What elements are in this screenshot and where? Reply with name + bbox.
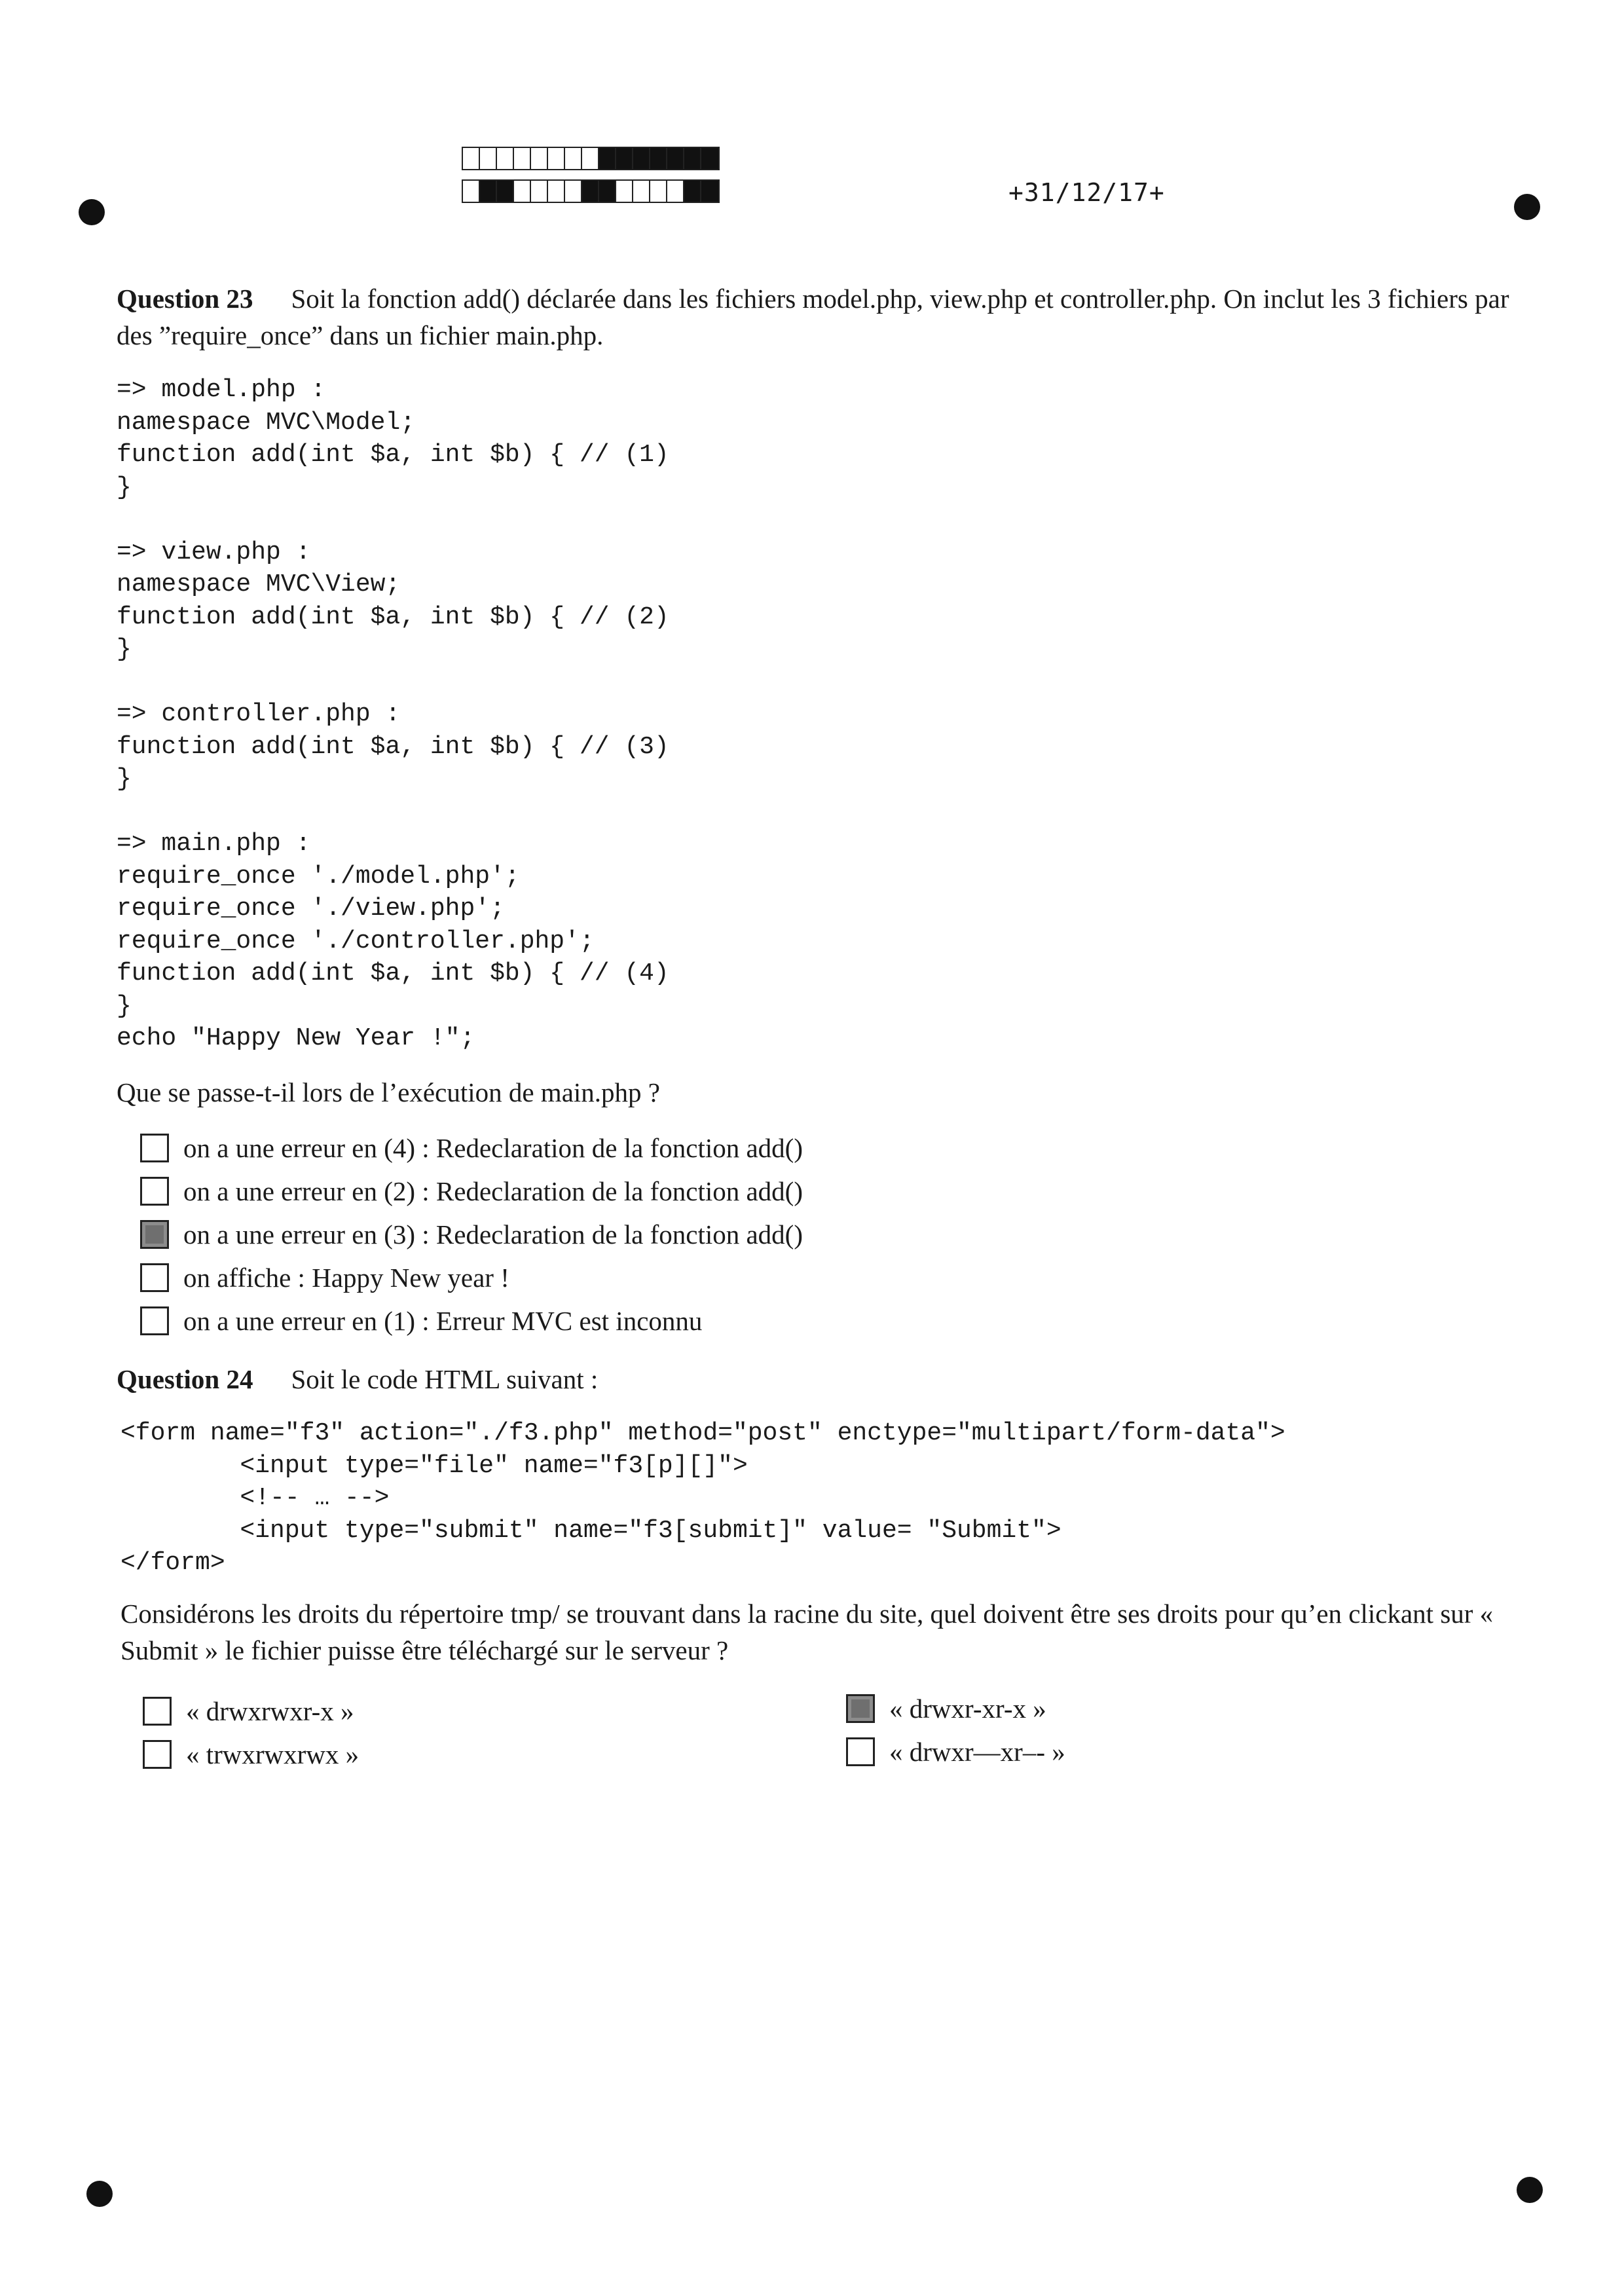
code-line bbox=[117, 796, 669, 828]
checkbox[interactable] bbox=[143, 1740, 172, 1769]
code-line: function add(int $a, int $b) { // (4) bbox=[117, 959, 669, 988]
barcode-cell bbox=[565, 181, 582, 202]
barcode-cell bbox=[463, 181, 480, 202]
q23-option-2[interactable] bbox=[140, 1175, 803, 1208]
barcode-cell bbox=[514, 181, 531, 202]
code-line: => view.php : bbox=[117, 538, 311, 566]
barcode-cell bbox=[650, 181, 667, 202]
checkbox[interactable] bbox=[140, 1263, 169, 1292]
code-line: => main.php : bbox=[117, 830, 311, 858]
barcode-cell bbox=[497, 148, 514, 169]
option-label: « drwxr-xr-x » bbox=[889, 1694, 1046, 1724]
barcode-cell bbox=[480, 181, 497, 202]
option-label: on a une erreur en (4) : Redeclaration de la fonction add() bbox=[183, 1133, 803, 1163]
option-label: on a une erreur en (3) : Redeclaration de la fonction add() bbox=[183, 1219, 803, 1250]
q23-option-1[interactable] bbox=[140, 1132, 803, 1164]
code-line: function add(int $a, int $b) { // (3) bbox=[117, 732, 669, 761]
barcode-cell bbox=[650, 148, 667, 169]
code-line: require_once './model.php'; bbox=[117, 862, 520, 891]
q24-option-2[interactable] bbox=[846, 1692, 1046, 1725]
option-label: on affiche : Happy New year ! bbox=[183, 1263, 509, 1293]
q23-option-4[interactable] bbox=[140, 1261, 509, 1294]
q24-text: Soit le code HTML suivant : bbox=[291, 1364, 599, 1394]
barcode-cell bbox=[582, 181, 599, 202]
barcode-cell bbox=[616, 148, 633, 169]
barcode-cell bbox=[531, 181, 548, 202]
barcode-cell bbox=[667, 148, 684, 169]
code-line: require_once './view.php'; bbox=[117, 895, 505, 923]
q23-label: Question 23 bbox=[117, 284, 253, 314]
code-line bbox=[117, 666, 669, 699]
q23-option-3[interactable] bbox=[140, 1218, 803, 1251]
code-line: } bbox=[117, 473, 132, 502]
barcode-cell bbox=[701, 181, 718, 202]
barcode-cell bbox=[548, 148, 565, 169]
code-line: namespace MVC\Model; bbox=[117, 408, 416, 437]
barcode-bottom bbox=[462, 179, 720, 203]
q23-prompt: Que se passe-t-il lors de l’exécution de main.php ? bbox=[117, 1077, 660, 1107]
q24-option-1[interactable] bbox=[143, 1695, 354, 1728]
page-id: +31/12/17+ bbox=[1008, 178, 1165, 207]
registration-mark-bottom-left bbox=[86, 2181, 113, 2207]
option-label: on a une erreur en (1) : Erreur MVC est inconnu bbox=[183, 1306, 703, 1336]
code-line: } bbox=[117, 765, 132, 793]
code-line: } bbox=[117, 991, 132, 1020]
code-line: namespace MVC\View; bbox=[117, 570, 401, 599]
option-label: « drwxr—xr–- » bbox=[889, 1737, 1065, 1767]
barcode-cell bbox=[701, 148, 718, 169]
checkbox[interactable] bbox=[846, 1694, 875, 1723]
code-line: => controller.php : bbox=[117, 700, 401, 728]
barcode-cell bbox=[684, 181, 701, 202]
code-line: } bbox=[117, 635, 132, 663]
barcode-cell bbox=[480, 148, 497, 169]
barcode-cell bbox=[548, 181, 565, 202]
barcode-cell bbox=[633, 148, 650, 169]
q24-label: Question 24 bbox=[117, 1364, 253, 1394]
q23-text: Soit la fonction add() déclarée dans les fichiers model.php, view.php et controller.php. On inclut les 3 fichiers par des ”require_once” dans un fichier main.php. bbox=[117, 284, 1509, 350]
code-line: <input type="submit" name="f3[submit]" value= "Submit"> bbox=[120, 1516, 1061, 1545]
option-label: « drwxrwxr-x » bbox=[186, 1696, 354, 1726]
registration-mark-top-left bbox=[79, 199, 105, 225]
registration-mark-bottom-right bbox=[1517, 2177, 1543, 2203]
registration-mark-top-right bbox=[1514, 194, 1540, 220]
checkbox[interactable] bbox=[140, 1220, 169, 1249]
barcode-cell bbox=[514, 148, 531, 169]
checkbox[interactable] bbox=[140, 1306, 169, 1335]
code-line: <form name="f3" action="./f3.php" method="post" enctype="multipart/form-data"> bbox=[120, 1419, 1285, 1447]
barcode-cell bbox=[616, 181, 633, 202]
barcode-cell bbox=[599, 181, 616, 202]
code-line: <!-- … --> bbox=[120, 1484, 390, 1512]
code-line: function add(int $a, int $b) { // (1) bbox=[117, 441, 669, 469]
code-line: require_once './controller.php'; bbox=[117, 927, 595, 955]
barcode-cell bbox=[463, 148, 480, 169]
option-label: on a une erreur en (2) : Redeclaration de la fonction add() bbox=[183, 1176, 803, 1206]
checkbox[interactable] bbox=[140, 1134, 169, 1162]
barcode-cell bbox=[599, 148, 616, 169]
barcode-cell bbox=[633, 181, 650, 202]
option-label: « trwxrwxrwx » bbox=[186, 1739, 360, 1769]
barcode-cell bbox=[497, 181, 514, 202]
q23-option-5[interactable] bbox=[140, 1305, 702, 1337]
code-line: </form> bbox=[120, 1549, 225, 1577]
code-line: => model.php : bbox=[117, 376, 326, 404]
checkbox[interactable] bbox=[140, 1177, 169, 1206]
q24-statement bbox=[117, 1361, 1511, 1398]
q24-option-4[interactable] bbox=[846, 1735, 1065, 1768]
checkbox[interactable] bbox=[846, 1737, 875, 1766]
q23-code-block bbox=[117, 374, 669, 1055]
barcode-top bbox=[462, 147, 720, 170]
checkbox[interactable] bbox=[143, 1697, 172, 1726]
barcode-cell bbox=[565, 148, 582, 169]
code-line bbox=[117, 504, 669, 536]
barcode-cell bbox=[531, 148, 548, 169]
barcode-cell bbox=[684, 148, 701, 169]
code-line: echo "Happy New Year !"; bbox=[117, 1024, 475, 1052]
code-line: function add(int $a, int $b) { // (2) bbox=[117, 602, 669, 631]
q24-code-block bbox=[120, 1417, 1285, 1580]
q24-prompt: Considérons les droits du répertoire tmp/ se trouvant dans la racine du site, quel doivent être ses droits pour qu’en clickant sur « Submit » le fichier puisse être téléchargé sur le serveur ? bbox=[120, 1599, 1494, 1665]
barcode-cell bbox=[667, 181, 684, 202]
q24-option-3[interactable] bbox=[143, 1738, 359, 1771]
barcode-cell bbox=[582, 148, 599, 169]
code-line: <input type="file" name="f3[p][]"> bbox=[120, 1451, 748, 1480]
q23-statement bbox=[117, 280, 1511, 354]
